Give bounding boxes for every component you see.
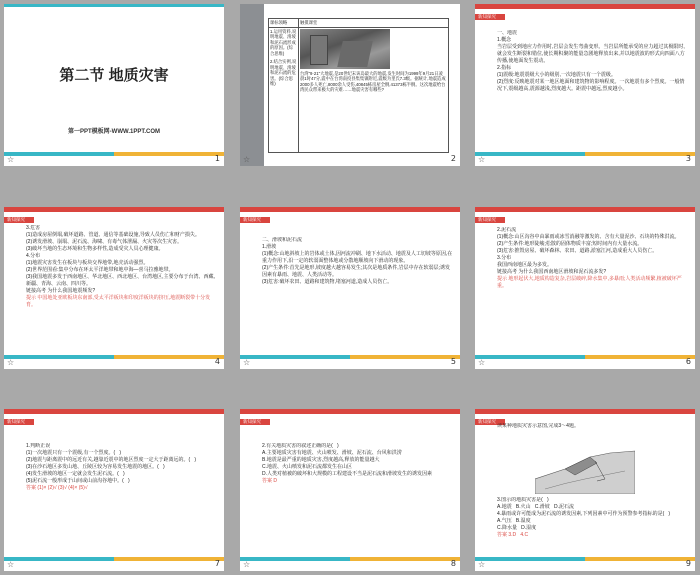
slide-intro: [497, 423, 689, 431]
line-2: 1.滑坡: [262, 244, 277, 250]
slide-subtitle: 第一PPT模板网-WWW.1PPT.COM: [68, 129, 160, 135]
bottom-gold-bar: [585, 557, 695, 561]
slide-thumbnail-3[interactable]: [475, 4, 695, 166]
star-icon[interactable]: ☆: [7, 155, 15, 164]
line-2: A.主要地质灾害有地震、火山喷发、滑坡、泥石流、台风和洪涝: [262, 450, 402, 456]
line-2: (1)造成房屋倒塌,破坏道路、管道、通信等基础设施,导致人员伤亡和财产损失。: [26, 232, 200, 238]
slide-number: 4: [214, 357, 220, 366]
line-7: (2)世界范围看:集中分布在环太平洋地带和地中海—喜马拉雅地带。: [26, 267, 174, 273]
line-6: 答案 D: [262, 478, 278, 484]
bottom-gold-bar: [585, 355, 695, 359]
line-4: (3)破坏当地的生态环境和生物多样性,造成受灾人员心理健康。: [26, 246, 164, 252]
bottom-gold-bar: [350, 355, 460, 359]
slide-thumbnail-8[interactable]: [240, 409, 460, 571]
line-5: 4.分布: [26, 253, 41, 259]
section-tag: 新知探究: [475, 419, 505, 425]
bottom-teal-bar: [4, 557, 114, 561]
section-tag: 新知探究: [475, 14, 505, 20]
line-4: 2.指标: [497, 65, 512, 71]
line-1: 一、地震: [497, 30, 518, 36]
line-8: (3)我国地震多发于西南地区、华北地区、西北地区、台湾地区,主要分布于台湾、西藏、新疆、青海、云南、四川等。: [26, 274, 219, 287]
slide-title: 第二节 地质灾害: [59, 67, 169, 84]
top-red-bar: [475, 207, 695, 212]
slide-body: [497, 30, 689, 148]
slide-thumbnail-6[interactable]: [475, 207, 695, 369]
line-1: 二、滑坡和泥石流: [262, 237, 303, 243]
line-3: (1)概念:山地斜坡上的岩体或土体,因河流冲刷、地下水活动、地震及人工切坡等原因,在重力作用下,沿一定的软弱面整体地或分散地顺坡向下滑动的现象。: [262, 251, 453, 264]
line-8: 提示 地形起伏大,地质构造复杂,岩层破碎,降水集中,多暴雨;人类活动频繁,植被破坏严重。: [497, 276, 682, 289]
slide-number: 8: [450, 559, 456, 568]
line-1: 1.判断正误: [26, 443, 51, 449]
line-10: 提示 中国地处亚欧板块东南部,受太平洋板块和印度洋板块的挤压,地震断裂带十分发育。: [26, 295, 211, 308]
star-icon[interactable]: ☆: [7, 560, 15, 569]
left-line-2: 2.结合实例,说明地震、滑坡和泥石流的危害。(综合思维): [270, 59, 297, 86]
lesson-table: [268, 18, 449, 153]
slide-thumbnail-5[interactable]: [240, 207, 460, 369]
slide-body: [26, 443, 218, 551]
star-icon[interactable]: ☆: [478, 358, 486, 367]
slide-thumbnail-4[interactable]: [4, 207, 224, 369]
line-3: B.地震是最严重的地质灾害,烈度越高,释放的能量越大: [262, 457, 380, 463]
line-4: C.地震、火山喷发和泥石流都发生在山区: [262, 464, 353, 470]
line-3: (2)诱发滑坡、崩塌、泥石流、海啸、有毒气体泄漏、火灾等次生灾害。: [26, 239, 183, 245]
line-7: 链接高考 为什么我国西南地区滑坡和泥石流多发?: [497, 269, 607, 275]
line-6: (2)烈度:反映地震对某一地区地面和建筑物的影响程度。一次地震有多个烈度。一般情况下,震级越高,震源越浅,烈度越大。距震中越远,烈度越小。: [497, 79, 685, 92]
line-3: 当岩层受到地应力作用时,岩层会发生弯曲变形。当岩层所能承受的应力超过其极限时,就会发生断裂和错位,使长期积聚的能量急剧地释放出来,并以地震波的形式向四面八方传播,使地面发生震动。: [497, 44, 685, 64]
star-icon[interactable]: ☆: [478, 155, 486, 164]
line-3: (2)产生条件:地形陡峻;松散的固体物质丰富;短时间内有大量水流。: [497, 241, 643, 247]
slide-body: [497, 227, 689, 351]
line-4: (3)在沙石地区多发山地、丘陵区较为容易发生地震的地区。( ): [26, 464, 165, 470]
line-3: (2)地震与距离震中的远近有关,越靠近震中的地区烈度一定大于距离远的。( ): [26, 457, 197, 463]
section-tag: 新知探究: [240, 419, 270, 425]
line-5: 3.分布: [497, 255, 512, 261]
line-2: (1)概念:山区沟谷中由暴雨或冰雪消融等激发的、含有大量泥沙、石块的特殊洪流。: [497, 234, 680, 240]
bottom-teal-bar: [4, 152, 114, 156]
bottom-gold-bar: [350, 557, 460, 561]
bottom-gold-bar: [114, 355, 224, 359]
line-2: 1.概念: [497, 37, 512, 43]
slide-thumbnail-7[interactable]: [4, 409, 224, 571]
line-5: D.人类对植被的破坏和大规模的工程建设不当是泥石流和滑坡发生的诱发因素: [262, 471, 433, 477]
star-icon[interactable]: ☆: [243, 358, 251, 367]
star-icon[interactable]: ☆: [478, 560, 486, 569]
slide-number: 7: [214, 559, 220, 568]
top-red-bar: [240, 409, 460, 414]
line-5: (4)发生滑坡的地区一定就会发生泥石流。( ): [26, 471, 125, 477]
line-5: (1)震级:地震震级大小的级别,一次地震只有一个震级。: [497, 72, 616, 78]
slide-thumbnail-1[interactable]: [4, 4, 224, 166]
line-4: 4.暴雨或许可能成为泥石流的诱发因素,下列因素中可作为预警参考指标的是( ): [497, 511, 671, 517]
left-line-1: 1.运用资料,说明地震、滑坡和泥石流形成的原因。(综合思维): [270, 28, 297, 56]
bottom-teal-bar: [475, 557, 585, 561]
bottom-gold-bar: [585, 152, 695, 156]
bottom-teal-bar: [475, 355, 585, 359]
star-icon[interactable]: ☆: [243, 155, 251, 164]
top-red-bar: [475, 4, 695, 9]
table-header-left: 课标领略: [269, 19, 299, 28]
section-tag: 新知探究: [4, 217, 34, 223]
slide-number: 6: [685, 357, 691, 366]
top-red-bar: [240, 207, 460, 212]
line-1: 读某种地质灾害示意图,完成3～4题。: [497, 423, 579, 429]
bottom-gold-bar: [114, 557, 224, 561]
top-red-bar: [4, 207, 224, 212]
line-6: 我国西南地区最为多发。: [497, 262, 553, 268]
line-4: (3)危害:推毁房屋、破坏森林、农田、道路,淤塞江河,造成重大人员伤亡。: [497, 248, 658, 254]
top-red-bar: [4, 409, 224, 414]
left-grey-strip: [240, 4, 264, 166]
line-7: 答案 3.D 4.C: [497, 532, 529, 538]
line-6: (1)地震灾害发生在板块与板块交界地带,地壳活动强烈。: [26, 260, 149, 266]
slide-body: [262, 443, 454, 551]
line-5: (3)危害:破坏农田、道路和建筑物,堵塞河道,造成人员伤亡。: [262, 279, 393, 285]
table-right-cell: [299, 27, 449, 152]
slide-body: [26, 225, 220, 353]
photo-caption: 台湾“9·21”大地震,是20世纪末该岛最大的地震,发生时间为1999年9月21日凌晨1时47分,震中在台湾南投县集集镇附近,震级为里氏7.3级。据统计,地震造成2000多人死亡,8000余人受伤,40845栋房屋全倒,41373栋半倒。这次地震给台湾民众带来极大的灾难……地震灾害有哪些?: [300, 70, 446, 92]
line-2: 3.图示的地质灾害是( ): [497, 497, 549, 503]
section-tag: 新知探究: [240, 217, 270, 223]
table-left-cell: [269, 27, 299, 152]
line-5: A.气压 B.温度: [497, 518, 531, 524]
table-header-right: 触摸课堂: [299, 19, 449, 28]
line-1: 3.危害: [26, 225, 41, 231]
line-9: 链接高考 为什么我国地震频发?: [26, 288, 96, 294]
slide-thumbnail-2[interactable]: [240, 4, 460, 166]
landslide-diagram: [535, 449, 635, 494]
star-icon[interactable]: ☆: [7, 358, 15, 367]
line-6: (5)泥石流一般形成于山间或山前沟谷地中。( ): [26, 478, 130, 484]
line-1: 2.有关地质灾害的叙述正确的是( ): [262, 443, 339, 449]
earthquake-photo: [300, 29, 390, 69]
slide-number: 9: [685, 559, 691, 568]
section-tag: 新知探究: [475, 217, 505, 223]
bottom-gold-bar: [114, 152, 224, 156]
slide-number: 2: [450, 154, 456, 163]
line-6: C.降水量 D.湿度: [497, 525, 537, 531]
line-3: A.地震 B.火山 C.滑坡 D.泥石流: [497, 504, 574, 510]
bottom-teal-bar: [475, 152, 585, 156]
line-7: 答案 (1)× (2)√ (3)√ (4)× (5)√: [26, 485, 88, 491]
top-red-bar: [475, 409, 695, 414]
top-teal-bar: [4, 4, 224, 7]
slide-body: [497, 497, 689, 555]
line-2: (1)一次地震只有一个震级,有一个烈度。( ): [26, 450, 121, 456]
bottom-teal-bar: [240, 557, 350, 561]
bottom-teal-bar: [240, 355, 350, 359]
line-1: 2.泥石流: [497, 227, 517, 233]
bottom-teal-bar: [4, 355, 114, 359]
slide-number: 1: [214, 154, 220, 163]
star-icon[interactable]: ☆: [243, 560, 251, 569]
line-4: (2)产生条件:首先是地形,坡度越大越容易发生;其次是地质条件,岩层中存在软弱层;诱发因素有暴雨、地震、人类活动等。: [262, 265, 451, 278]
slide-thumbnail-9[interactable]: [475, 409, 695, 571]
slide-body: [262, 237, 454, 349]
slide-number: 3: [685, 154, 691, 163]
section-tag: 新知探究: [4, 419, 34, 425]
slide-number: 5: [450, 357, 456, 366]
